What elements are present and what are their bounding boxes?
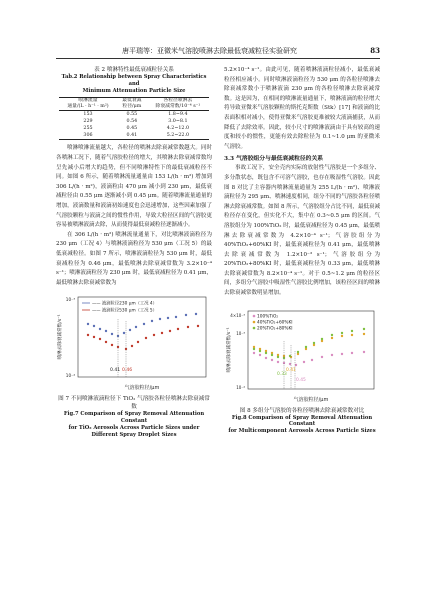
data-point — [341, 331, 343, 333]
table-header-cell: 各粒径喷淋去 除衰减常数/10⁻⁴ s⁻¹ — [147, 98, 209, 111]
table-caption-en-1: Tab.2 Relationship between Spray Characteristics and — [61, 74, 207, 87]
data-point — [331, 333, 333, 335]
table-header-row — [59, 98, 209, 111]
annotation-041: 0.41 — [110, 368, 121, 374]
body-paragraph: 在 306 L/(h · m²) 喷淋流量通量下，对比喷淋液滴粒径为 230 μm（工况 4）与喷淋液滴粒径为 530 μm（工况 5）的最低衰减粒径。如图 7 所示，喷淋液滴粒径为 530 μm 时，最低衰减粒径为 0.46 μm，最低喷淋去除衰减常数为 3.2×10⁻⁴ s⁻¹；喷淋液滴粒径为 230 μm 时，最低衰减粒径为 0.41 μm，最低喷淋去除衰减常数为 — [56, 231, 212, 286]
table-cell: 0.41 — [117, 132, 147, 140]
data-point — [277, 355, 279, 357]
data-point — [321, 337, 323, 339]
data-point — [331, 353, 333, 355]
data-point — [111, 344, 113, 346]
table-cell: 153 — [83, 112, 93, 118]
data-point — [321, 355, 323, 357]
y-axis-label: 喷淋去除衰减常数/s⁻¹ — [58, 314, 63, 360]
left-column — [56, 66, 212, 438]
y-tick-label: 10⁻⁴ — [236, 384, 245, 390]
annotation-045: 0.45 — [296, 377, 306, 383]
data-point — [93, 336, 95, 338]
data-point — [87, 323, 89, 325]
data-point — [265, 351, 267, 353]
data-point — [265, 356, 267, 358]
plot-points — [253, 327, 365, 365]
table-row — [59, 111, 209, 119]
data-point — [185, 314, 187, 316]
table-cell: 5.2~22.0 — [147, 132, 209, 140]
data-point — [131, 345, 133, 347]
y-tick-label: 10⁻³ — [65, 297, 75, 303]
plot-points — [87, 313, 199, 350]
y-tick-label: 10⁻⁴ — [65, 373, 75, 379]
data-point — [87, 334, 89, 336]
figure-8-caption-en-1: Fig.8 Comparison of Spray Removal Attenuation Constant — [231, 414, 373, 428]
data-point — [143, 323, 145, 325]
section-heading: 3.3 气溶胶组分与最低衰减粒径的关系 — [224, 156, 324, 163]
table-row — [59, 132, 209, 140]
table-cell: 0.54 — [126, 119, 138, 125]
data-point — [197, 325, 199, 327]
data-point — [195, 313, 197, 315]
figure-7-caption-en-3: Different Spray Droplet Sizes — [91, 431, 177, 438]
data-point — [271, 353, 273, 355]
data-point — [363, 332, 365, 334]
figure-8-caption-en-2: for Multicomponent Aerosols Across Particle Sizes — [228, 428, 376, 435]
legend-label: —— 液滴粒径230 μm（工况 4） — [92, 301, 157, 307]
data-point — [99, 338, 101, 340]
data-point — [253, 347, 255, 349]
annotation-046: 0.46 — [122, 368, 133, 374]
table-header-cell: 最低衰减 粒径/μm — [117, 98, 147, 111]
data-point — [123, 332, 125, 334]
x-axis-label: 气溶胶粒径/μm — [293, 396, 329, 403]
figure-8-caption-cn: 图 8 多组分气溶胶的各粒径喷淋去除衰减常数对比 — [239, 407, 365, 414]
data-point — [187, 326, 189, 328]
body-paragraph: 5.2×10⁻⁴ s⁻¹。由此可见，随着喷淋液滴粒径减小，最低衰减粒径相应减小。同时喷淋液滴粒径为 530 μm 的各粒径喷淋去除衰减常数小于喷淋液滴 230 μm 的各粒径喷淋去除衰减常数。这是因为，在相同的喷淋流量通量下，喷淋液滴的粒径增大将导致亚微米气溶胶颗粒的斯托克斯数（Stk）[17] 和液滴的比表面积相对减小，使得亚微米气溶胶更难被较大液滴捕获，从而降低了去除效率。因此，较小尺寸的喷淋液滴由于具有较高的速度和较小的惯性，更能有效去除粒径为 0.1~1.0 μm 的亚微米气溶胶。 — [224, 67, 380, 150]
spray-table — [59, 97, 209, 140]
data-point — [313, 341, 315, 343]
table-cell: 229 — [83, 119, 93, 125]
table-caption-en-2: Minimum Attenuation Particle Size — [82, 87, 186, 94]
data-point — [153, 334, 155, 336]
table-cell: 0.45 — [126, 126, 138, 132]
data-point — [169, 330, 171, 332]
data-point — [137, 341, 139, 343]
data-point — [129, 329, 131, 331]
data-point — [297, 350, 299, 352]
data-point — [135, 326, 137, 328]
data-point — [363, 350, 365, 352]
table-row — [59, 118, 209, 125]
legend-marker-20ki — [253, 326, 256, 329]
annotation-033: 0.33 — [277, 371, 287, 377]
figure-7-caption-cn: 图 7 不同喷淋液滴粒径下 TiO₂ 气溶胶各粒径喷淋去除衰减常数 — [58, 396, 210, 411]
table-cell: 3.0~8.1 — [168, 119, 188, 125]
legend-marker-tio2 — [253, 314, 256, 317]
data-point — [311, 358, 313, 360]
data-point — [177, 328, 179, 330]
y-axis-label: 喷淋去除衰减常数/s⁻¹ — [227, 327, 232, 373]
data-point — [271, 358, 273, 360]
y-tick-label: 10⁻³ — [236, 330, 245, 336]
data-point — [351, 333, 353, 335]
data-point — [159, 318, 161, 320]
data-point — [167, 317, 169, 319]
data-point — [363, 327, 365, 329]
table-cell: 255 — [83, 126, 93, 132]
data-point — [93, 325, 95, 327]
running-header — [56, 46, 380, 59]
header-title: 唐平瑞等：亚微米气溶胶喷淋去除最低衰减粒径实验研究 — [122, 47, 297, 55]
table-caption-cn: 表 2 喷淋特性最低衰减粒径关系 — [94, 67, 174, 73]
x-axis-label: 气溶胶粒径/μm — [124, 385, 160, 392]
page-number: 83 — [370, 46, 380, 55]
data-point — [145, 337, 147, 339]
figure-7-caption-en-2: for TiO₂ Aerosols Across Particle Sizes under — [68, 424, 200, 431]
data-point — [111, 333, 113, 335]
table-cell: 1.8~9.4 — [168, 112, 188, 118]
table-row — [59, 125, 209, 132]
data-point — [351, 351, 353, 353]
body-paragraph: 事故工况下，安全壳内实际的放射性气溶胶是一个多组分、多分散状态，既包含不可溶气溶胶，也存在吸湿性气溶胶。因此图 8 对比了主容器内喷淋流量通量为 255 L/(h · m²)、喷淋液滴粒径为 295 μm、喷淋速度相同，组分不同的气溶胶各粒径喷淋去除衰减常数。如图 8 所示，气溶胶组分占比不同，最低衰减粒径存在变化，但实化不大，集中在 0.3~0.5 μm 的区间。气溶胶组分为 100%TiO₂ 时，最低衰减粒径为 0.45 μm，最低喷淋去除衰减常数为 4.2×10⁻⁴ s⁻¹；气溶胶组分为 40%TiO₂+60%KI 时，最低衰减粒径为 0.41 μm，最低喷淋去除衰减常数为 1.2×10⁻³ s⁻¹；气溶胶组分为 20%TiO₂+80%KI 时，最低衰减粒径为 0.33 μm，最低喷淋去除衰减常数为 8.2×10⁻⁴ s⁻¹。对于 0.5~1.2 μm 的粒径区间，多组分气溶胶中吸湿性气溶胶比例增加，该粒径区间的喷淋去除衰减常数明显增加。 — [224, 165, 380, 297]
data-point — [105, 330, 107, 332]
data-point — [259, 349, 261, 351]
legend-label: 100%TiO₂ — [257, 314, 279, 320]
figure-7-plot — [56, 291, 212, 395]
data-point — [105, 341, 107, 343]
legend-label: 20%TiO₂+80%KI — [257, 326, 293, 332]
data-point — [253, 351, 255, 353]
data-point — [161, 332, 163, 334]
data-point — [151, 320, 153, 322]
right-column — [224, 66, 380, 435]
data-point — [351, 329, 353, 331]
figure-8-plot — [224, 305, 380, 407]
legend-label: 40%TiO₂+60%KI — [257, 320, 293, 326]
data-point — [331, 336, 333, 338]
data-point — [175, 316, 177, 318]
table-cell: 0.55 — [126, 112, 138, 118]
data-point — [277, 360, 279, 362]
table-cell: 306 — [59, 132, 117, 140]
data-point — [303, 360, 305, 362]
table-header-cell: 喷淋流量 通量/(L · h⁻¹ · m²) — [59, 98, 117, 111]
figure-7-caption-en-1: Fig.7 Comparison of Spray Removal Attenuation Constant — [63, 411, 205, 425]
data-point — [259, 353, 261, 355]
data-point — [99, 328, 101, 330]
annotation-041: 0.41 — [286, 367, 296, 373]
legend-marker-40ki — [253, 320, 256, 323]
table-cell: 4.2~12.0 — [166, 126, 190, 132]
body-paragraph: 喷淋喷淋流量越大，各粒径的喷淋去除衰减常数越大。同时各喷淋工况下，随着气溶胶粒径的增大，其喷淋去除衰减常数均呈先减小后增大的趋势，但不同喷淋特性下的最低衰减粒径不同。如图 6 所示，随着喷淋流量通量由 153 L/(h · m²) 增加到 306 L/(h · m²)，液滴粒由 470 μm 减小到 230 μm，最低衰减粒径由 0.55 μm 逐渐减小到 0.45 μm。随着喷淋流量通量的增加，液滴数量和液滴初始速度也会迅速增加，这些因素加强了气溶胶颗粒与液滴之间的惯性作用，导致大粒径区间的气溶胶更容易被喷淋液滴去除，从而使得最低衰减粒径逐渐减小。 — [56, 145, 212, 229]
data-point — [305, 345, 307, 347]
data-point — [341, 352, 343, 354]
y-tick-label: 4×10⁻³ — [230, 312, 245, 318]
data-point — [341, 334, 343, 336]
legend-label: —— 液滴粒径530 μm（工况 5） — [92, 308, 157, 314]
